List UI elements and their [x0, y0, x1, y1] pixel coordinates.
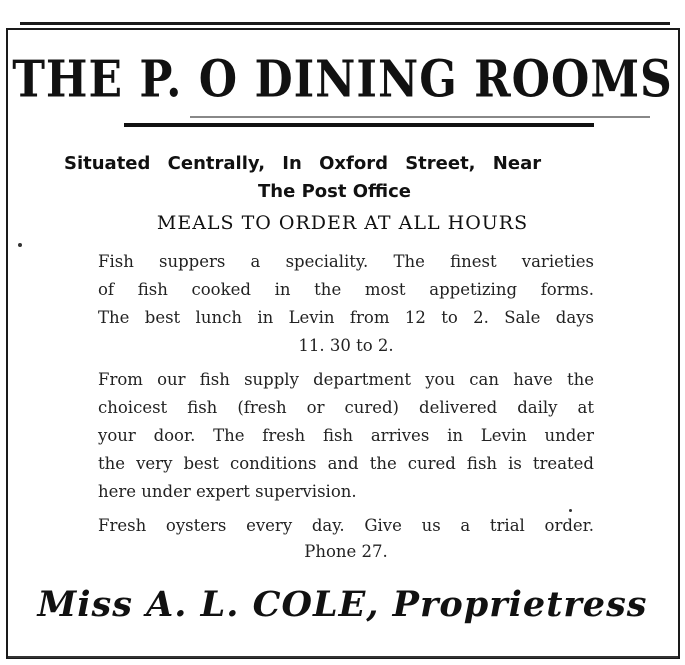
location-line-2: The Post Office: [258, 181, 411, 202]
paragraph-line: Fresh oysters every day. Give us a trial order.: [98, 516, 594, 535]
meals-heading: MEALS TO ORDER AT ALL HOURS: [156, 212, 529, 234]
title-underline: [124, 123, 594, 127]
paragraph-line: From our fish supply department you can have the: [98, 370, 594, 389]
paragraph-line: 11. 30 to 2.: [298, 336, 394, 355]
print-speck: [569, 509, 572, 512]
proprietor-signature: Miss A. L. COLE, Proprietress: [37, 584, 648, 625]
print-speck: [18, 243, 22, 247]
paragraph-line: of fish cooked in the most appetizing forms.: [98, 280, 594, 299]
paragraph-line: your door. The fresh fish arrives in Levin under: [98, 426, 594, 445]
paragraph-line: Fish suppers a speciality. The finest varieties: [98, 252, 594, 271]
paragraph-fish-suppers: [98, 248, 594, 360]
top-rule: [20, 22, 670, 25]
paragraph-line: The best lunch in Levin from 12 to 2. Sale days: [98, 308, 594, 327]
title-underline-faint: [190, 116, 650, 118]
phone-line: Phone 27.: [304, 542, 388, 561]
paragraph-fish-supply: [98, 366, 594, 506]
advert-title: THE P. O DINING ROOMS: [12, 50, 673, 109]
paragraph-oysters: [98, 512, 594, 564]
bottom-rule: [8, 656, 678, 658]
paragraph-line: choicest fish (fresh or cured) delivered daily at: [98, 398, 594, 417]
location-line-1: Situated Centrally, In Oxford Street, Near: [64, 153, 542, 174]
paragraph-line: here under expert supervision.: [98, 482, 357, 501]
paragraph-line: the very best conditions and the cured fish is treated: [98, 454, 594, 473]
